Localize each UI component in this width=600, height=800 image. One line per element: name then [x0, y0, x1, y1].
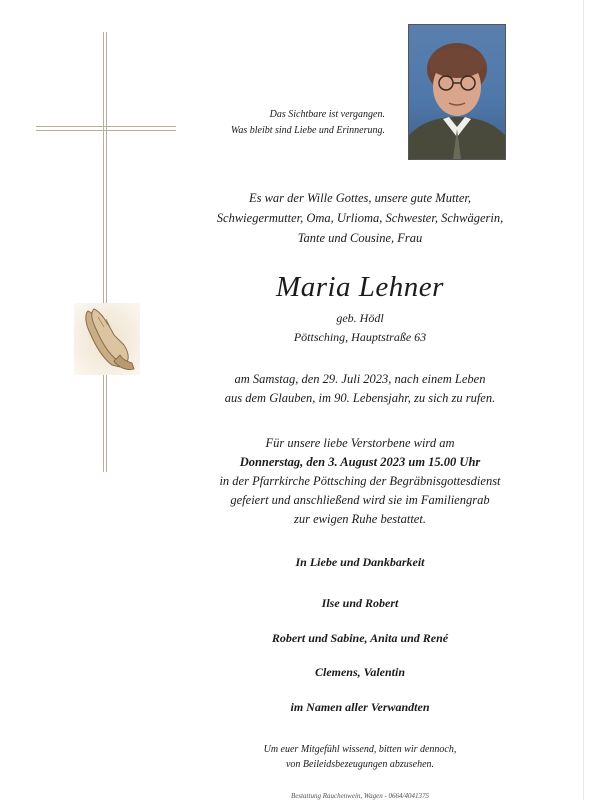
- closing-line: Um euer Mitgefühl wissend, bitten wir dennoch,: [263, 744, 457, 755]
- quote-line: Was bleibt sind Liebe und Erinnerung.: [230, 125, 385, 136]
- portrait-photo: [408, 24, 506, 160]
- death-line: aus dem Glauben, im 90. Lebensjahr, zu sich zu rufen.: [224, 391, 496, 405]
- mourner-line: Ilse und Robert: [321, 596, 399, 610]
- intro-text: [130, 188, 590, 248]
- closing-note: [130, 742, 590, 772]
- cross-vertical-beam: [103, 32, 107, 472]
- death-notice: [130, 370, 590, 408]
- death-line: am Samstag, den 29. Juli 2023, nach einem Leben: [234, 372, 486, 386]
- quote-line: Das Sichtbare ist vergangen.: [269, 109, 385, 120]
- funeral-line: zur ewigen Ruhe bestattet.: [294, 512, 426, 526]
- mourner-line: im Namen aller Verwandten: [290, 700, 430, 714]
- closing-line: von Beileidsbezeugungen abzusehen.: [285, 759, 435, 770]
- funeral-date: Donnerstag, den 3. August 2023 um 15.00 Uhr: [239, 455, 481, 469]
- memorial-quote: [190, 107, 385, 139]
- funeral-details: [130, 434, 590, 529]
- cross-horizontal-beam: [36, 126, 176, 131]
- mourner-line: Robert und Sabine, Anita und René: [271, 631, 449, 645]
- funeral-line: in der Pfarrkirche Pöttsching der Begräbnisgottesdienst: [219, 474, 501, 488]
- address: Pöttsching, Hauptstraße 63: [293, 330, 427, 344]
- intro-line: Es war der Wille Gottes, unsere gute Mutter,: [248, 191, 472, 205]
- intro-line: Schwiegermutter, Oma, Urlioma, Schwester, Schwägerin,: [216, 211, 504, 225]
- funeral-line: Für unsere liebe Verstorbene wird am: [265, 436, 455, 450]
- maiden-name: geb. Hödl: [336, 311, 384, 325]
- undertaker-footer: Bestattung Rauchenwein, Wagen - 0664/4041375: [291, 792, 429, 800]
- deceased-name: Maria Lehner: [276, 271, 444, 303]
- mourner-line: Clemens, Valentin: [314, 665, 406, 679]
- birth-details: [130, 309, 590, 347]
- intro-line: Tante und Cousine, Frau: [297, 231, 423, 245]
- funeral-line: gefeiert und anschließend wird sie im Familiengrab: [230, 493, 490, 507]
- mourners-intro: In Liebe und Dankbarkeit: [295, 555, 425, 569]
